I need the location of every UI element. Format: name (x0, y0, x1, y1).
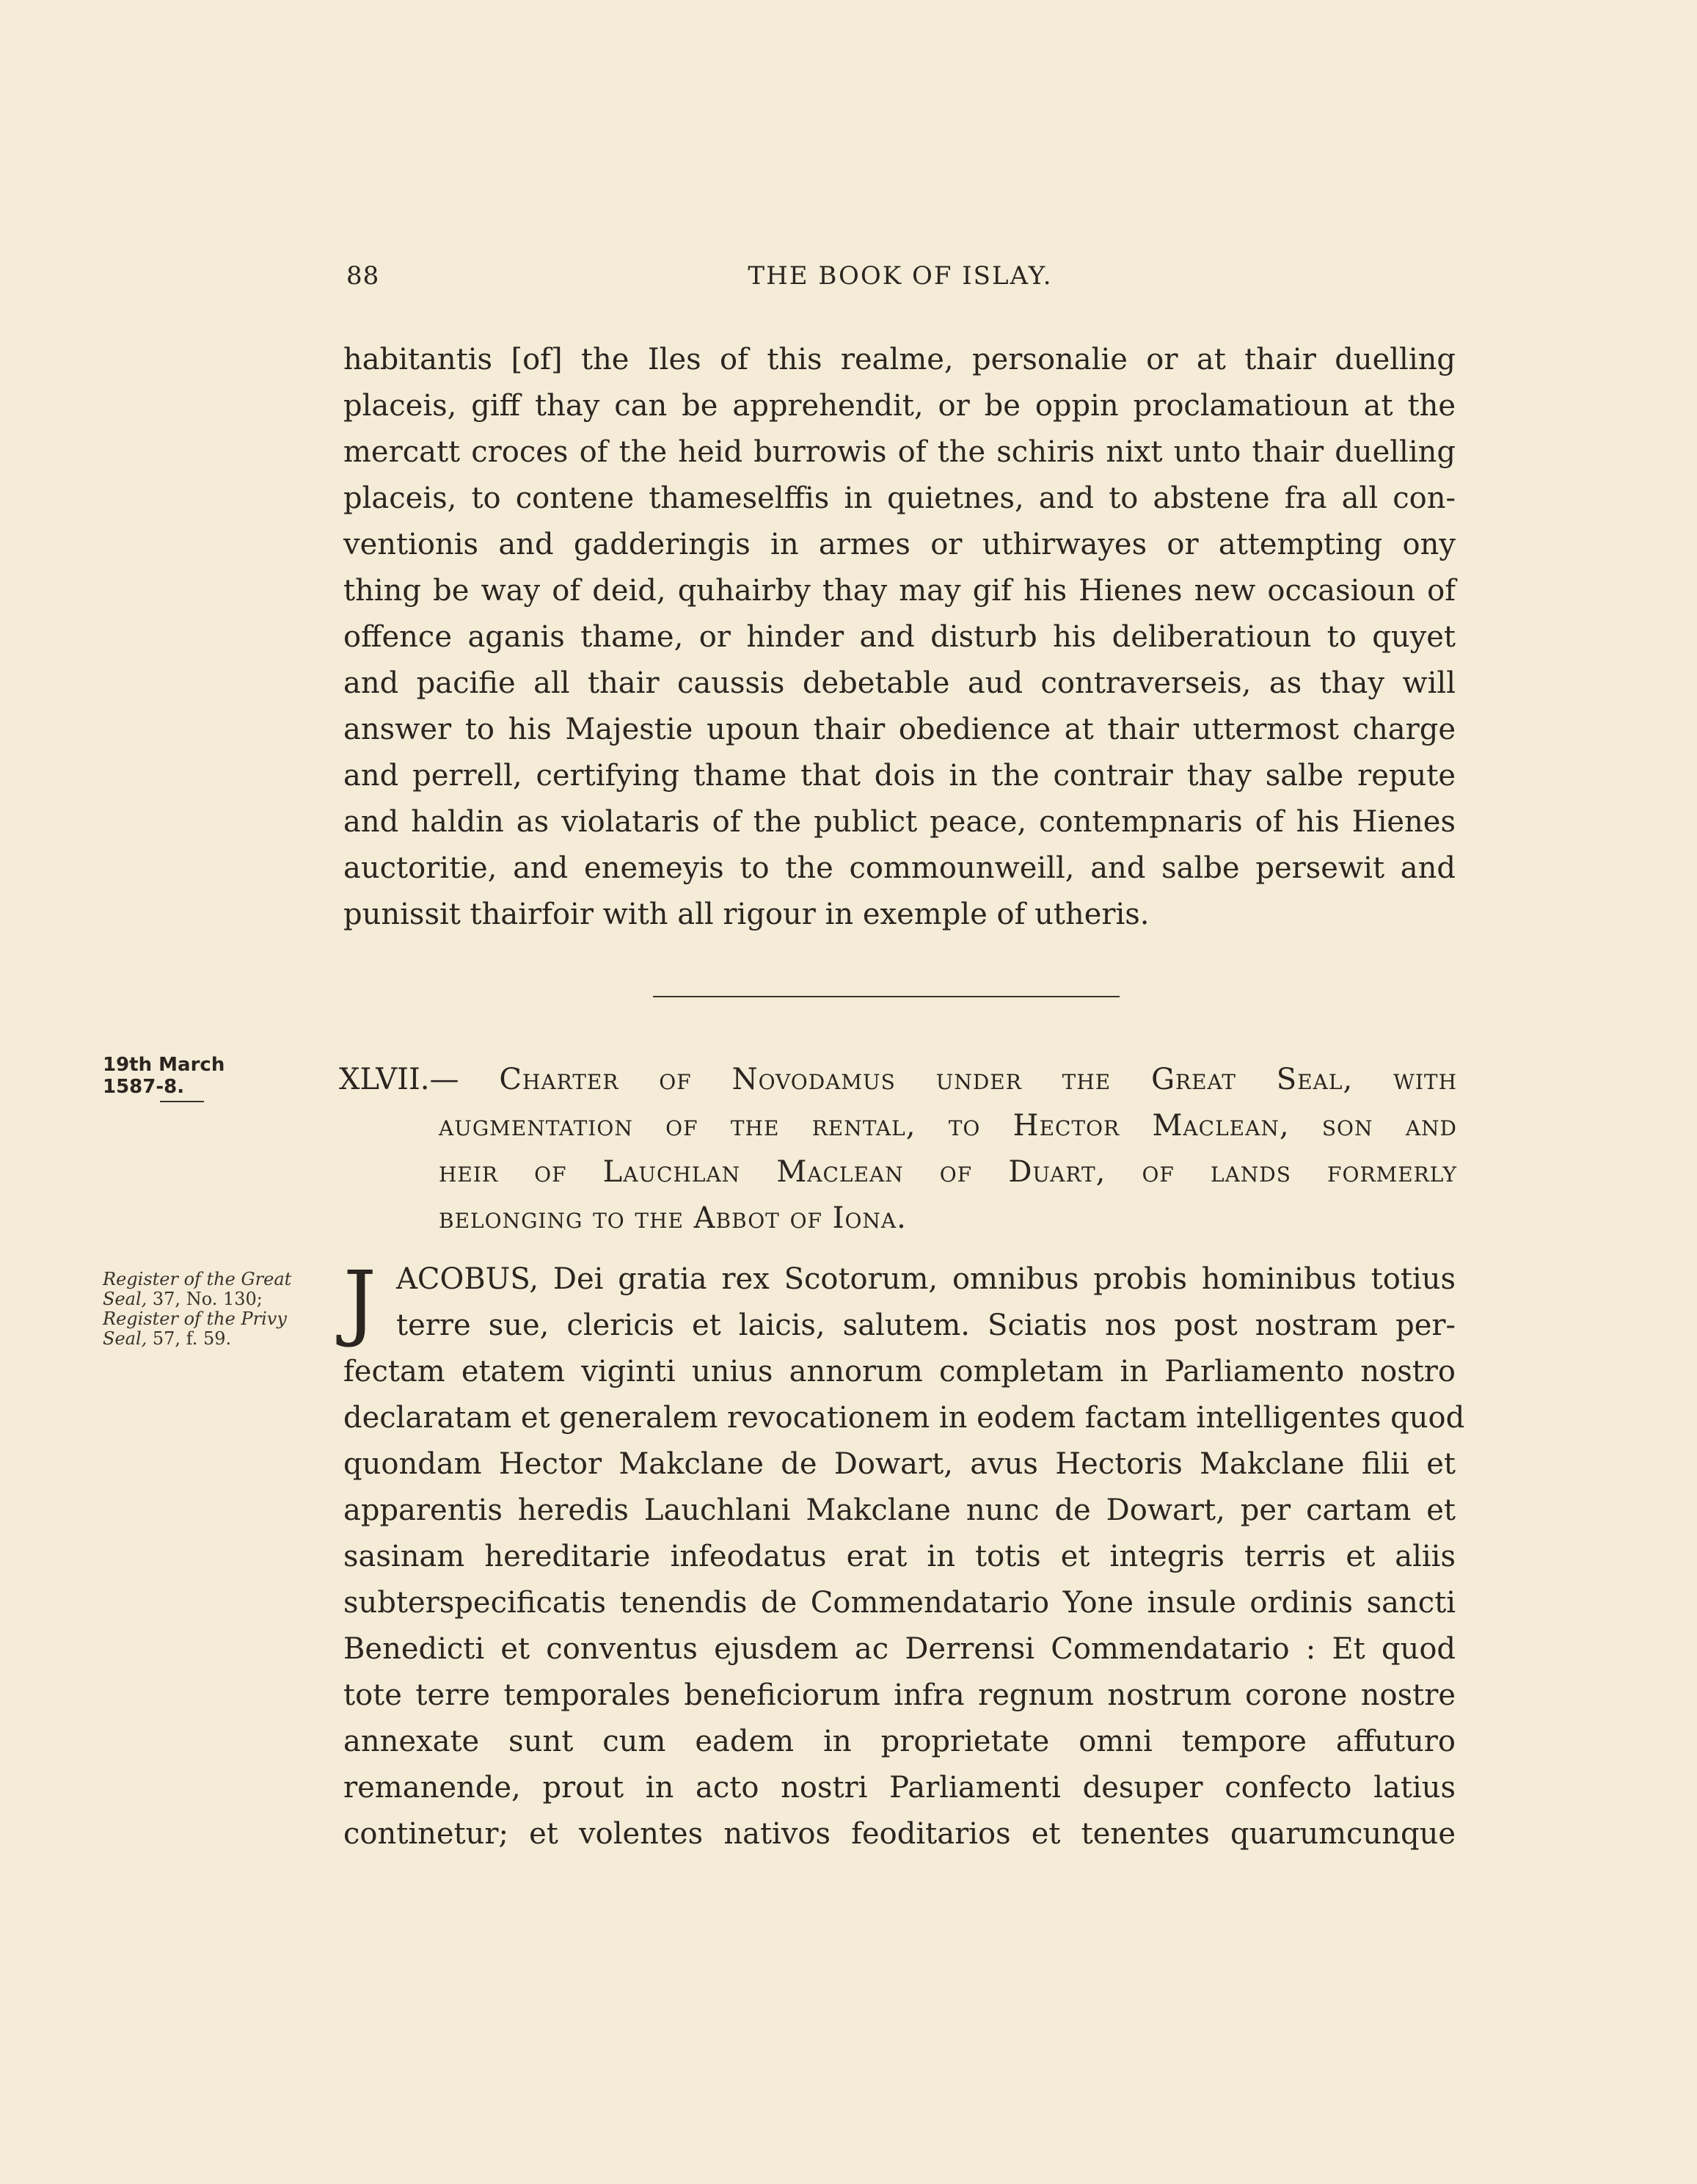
text-line: ACOBUS, Dei gratia rex Scotorum, omnibus probis hominibus totius (396, 1262, 1456, 1296)
text-line: and pacifie all thair caussis debetable aud contraverseis, as thay will (343, 666, 1456, 700)
margin-reference (103, 1270, 345, 1349)
page-header (346, 261, 1454, 298)
text-line: mercatt croces of the heid burrowis of the schiris nixt unto thair duelling (343, 435, 1456, 469)
heading-line: Charter of Novodamus under the Great Seal, with (499, 1063, 1457, 1096)
text-line: quondam Hector Makclane de Dowart, avus Hectoris Makclane filii et (343, 1447, 1456, 1481)
text-line: habitantis [of] the Iles of this realme, personalie or at thair duelling (343, 343, 1456, 376)
margin-date-year: 1587-8. (103, 1076, 185, 1098)
continuation-paragraph (343, 337, 1456, 938)
reference-source: Register of the Privy (103, 1308, 287, 1329)
section-divider (653, 996, 1120, 997)
text-line: punissit thairfoir with all rigour in exemple of utheris. (343, 898, 1150, 931)
text-line: continetur; et volentes nativos feoditarios et tenentes quarumcunque (343, 1817, 1456, 1851)
reference-number: 57, f. 59. (147, 1328, 232, 1349)
reference-seal: Seal, (103, 1328, 147, 1349)
text-line: Benedicti et conventus ejusdem ac Derrensi Commendatario : Et quod (343, 1632, 1456, 1666)
document-number: XLVII.— (339, 1063, 459, 1096)
text-line: declaratam et generalem revocationem in eodem factam intelligentes quod (343, 1401, 1465, 1435)
running-title: THE BOOK OF ISLAY. (748, 261, 1053, 291)
text-line: and perrell, certifying thame that dois in the contrair thay salbe repute (343, 759, 1456, 793)
text-line: remanende, prout in acto nostri Parliamenti desuper confecto latius (343, 1771, 1456, 1805)
reference-number: 37, No. 130; (147, 1289, 263, 1309)
drop-cap: J (343, 1254, 376, 1350)
text-line: apparentis heredis Lauchlani Makclane nunc de Dowart, per cartam et (343, 1493, 1456, 1527)
text-line: terre sue, clericis et laicis, salutem. Sciatis nos post nostram per- (396, 1308, 1456, 1342)
heading-line: belonging to the Abbot of Iona. (439, 1201, 907, 1235)
text-line: fectam etatem viginti unius annorum completam in Parliamento nostro (343, 1355, 1456, 1388)
text-line: auctoritie, and enemeyis to the commounweill, and salbe persewit and (343, 851, 1456, 885)
text-line: thing be way of deid, quhairby thay may gif his Hienes new occasioun of (343, 574, 1456, 608)
margin-date-day: 19th March (103, 1054, 225, 1076)
charter-text (343, 1254, 1465, 1857)
text-line: placeis, giff thay can be apprehendit, or be oppin proclamatioun at the (343, 389, 1456, 423)
text-line: subterspecificatis tenendis de Commendatario Yone insule ordinis sancti (343, 1586, 1456, 1620)
document-heading (339, 1057, 1457, 1242)
margin-date (103, 1054, 225, 1098)
text-line: offence aganis thame, or hinder and disturb his deliberatioun to quyet (343, 620, 1456, 654)
text-line: tote terre temporales beneficiorum infra regnum nostrum corone nostre (343, 1678, 1456, 1712)
reference-seal: Seal, (103, 1289, 147, 1309)
text-line: sasinam hereditarie infeodatus erat in totis et integris terris et aliis (343, 1540, 1456, 1573)
heading-line: heir of Lauchlan Maclean of Duart, of lands formerly (439, 1155, 1457, 1189)
text-line: ventionis and gadderingis in armes or uthirwayes or attempting ony (343, 528, 1456, 561)
text-line: answer to his Majestie upoun thair obedience at thair uttermost charge (343, 713, 1456, 746)
reference-source: Register of the Great (103, 1269, 292, 1289)
page-number: 88 (346, 261, 380, 291)
text-line: and haldin as violataris of the publict peace, contempnaris of his Hienes (343, 805, 1456, 839)
heading-line: augmentation of the rental, to Hector Maclean, son and (439, 1109, 1457, 1143)
margin-date-rule (160, 1101, 204, 1102)
text-line: placeis, to contene thameselffis in quietnes, and to abstene fra all con- (343, 481, 1456, 515)
text-line: annexate sunt cum eadem in proprietate omni tempore affuturo (343, 1725, 1456, 1758)
